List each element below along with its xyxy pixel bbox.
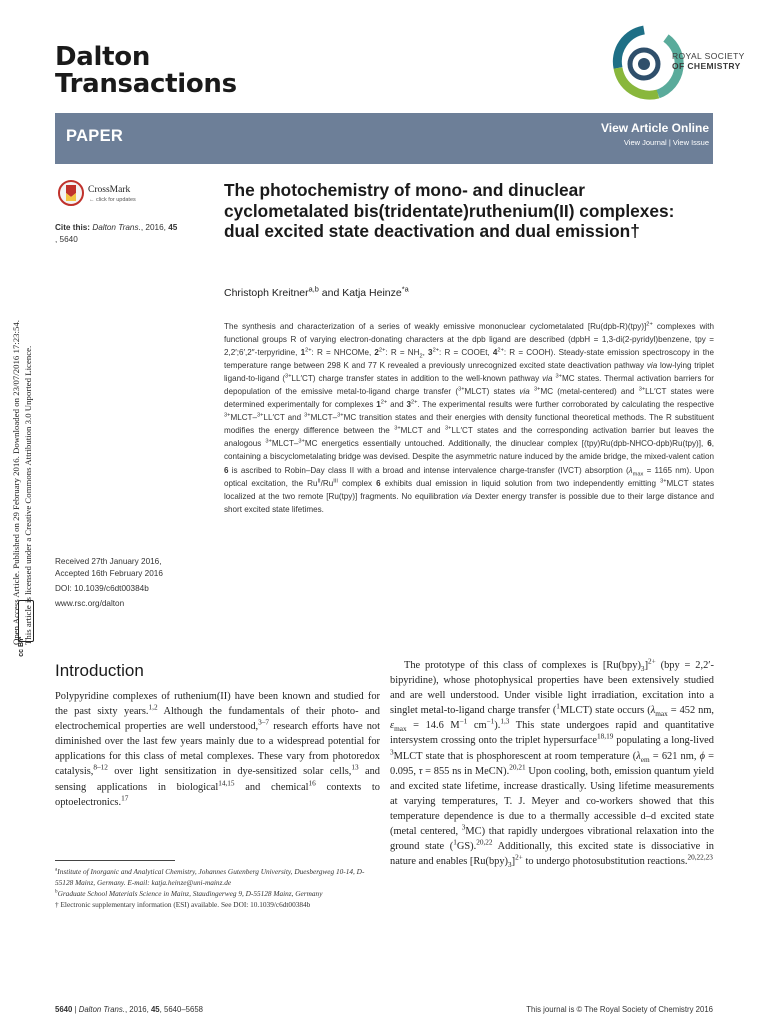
journal-url[interactable]: www.rsc.org/dalton	[55, 599, 125, 608]
license-line1[interactable]: Open Access Article. Published on 29 February 2016. Downloaded on 23/07/2016 17:23:54.	[11, 320, 21, 645]
footnote-b: $^b$Graduate School Materials Science in Mainz, Staudingerweg 9, D-55128 Mainz, Germany	[55, 888, 323, 898]
received-date: Received 27th January 2016,	[55, 557, 162, 566]
article-history	[55, 556, 215, 610]
license-sidebar	[5, 190, 33, 650]
view-issue-link[interactable]: View Issue	[672, 138, 709, 147]
abstract: The synthesis and characterization of a series of weakly emissive mononuclear cyclometalated $[Ru(dpb-R)(tpy)]^{2+}$ complexes with functional groups R of varying electron-donating characters at the dpb ligand are described (dpbH = 1,3-di(2-pyridyl)benzene, tpy = 2,2′;6′,2″-terpyridine, $1^{2+}$: R = NHCOMe, $2^{2+}$: $R = NH_2$, $3^{2+}$: R = COOEt, $4^{2+}$: R = COOH). Steady-state emission spectroscopy in the temperature range between 298 K and 77 K revealed a previously unrecognized excited state deactivation pathway via low-lying triplet ligand-to-ligand ($^{3+}$LL′CT) charge transfer states in addition to the well-known pathway via $^{3+}$MC states. Thermal activation barriers for depopulation of the emissive metal-to-ligand charge transfer ($^{3+}$MLCT) states via $^{3+}$MC (metal-centered) and $^{3+}$LL′CT states were determined experimentally for complexes $1^{2+}$ and $3^{2+}$. The experimental results were further corroborated by calculating the respective $^{3+}$MLCT–$^{3+}$LL′CT and $^{3+}$MLCT–$^{3+}$MC transition states and their energies with density functional theoretical methods. The R substituent modifies the energy difference between the $^{3+}$MLCT and $^{3+}$LL′CT states and the corresponding activation barrier but leaves the analogous $^{3+}$MLCT–$^{3+}$MC energetics essentially untouched. Additionally, the dinuclear complex [(tpy)Ru(dpb-NHCO-dpb)Ru(tpy)], 6, containing a biscyclometalating bridge was devised. Despite the asymmetric nature induced by the amide bridge, the mixed-valent cation 6 is ascribed to Robin–Day class II with a broad and intense intervalence charge-transfer (IVCT) absorption ($\lambda_{max} = 1165$ nm). Upon optical excitation, the $Ru^{II}/Ru^{III}$ complex 6 exhibits dual emission in liquid solution from two independently emitting $^{3+}$MLCT states localized at the two remote [Ru(tpy)] fragments. No equilibration via Dexter energy transfer is possible due to their large distance and short excited state lifetimes.	[224, 321, 715, 514]
author-2: and Katja Heinze	[318, 287, 402, 299]
license-text	[10, 320, 34, 645]
crossmark-icon[interactable]	[58, 180, 84, 208]
cite-pages: , 5640	[55, 234, 78, 244]
authors	[224, 284, 409, 299]
footnote-esi[interactable]: † Electronic supplementary information (ESI) available. See DOI: 10.1039/c6dt00384b	[55, 899, 311, 909]
section-label: PAPER	[66, 127, 124, 145]
banner-links	[624, 138, 709, 147]
rsc-wordmark	[672, 52, 745, 71]
article-title: The photochemistry of mono- and dinuclear cyclometalated bis(tridentate)ruthenium(II) complexes: dual excited state deactivation and dual emission†	[224, 180, 675, 242]
cite-volume: 45	[168, 223, 178, 232]
author-1: Christoph Kreitner	[224, 287, 309, 299]
body-column-right: The prototype of this class of complexes is $[Ru(bpy)_3]^{2+}$ (bpy = 2,2′-bipyridine), whose photophysical properties have been extensively studied and are well understood. Under visible light irradiation, excitation into a singlet metal-to-ligand charge transfer ($^1$MLCT) state occurs ($\lambda_{max} = 452$ nm, $\varepsilon_{max} = 14.6$ $M^{-1}$ $cm^{-1}).^{1,3}$ This state undergoes rapid and quantitative intersystem crossing onto the triplet hypersurface$^{18,19}$ populating a long-lived $^3$MLCT state that is phosphorescent at room temperature ($\lambda_{em} = 621$ nm, ϕ = 0.095, τ = 855 ns in MeCN).$^{20,21}$ Upon cooling, both, emission quantum yield and excited state lifetime, increase drastically. Using lifetime measurements at varying temperatures, T. J. Meyer and co-workers showed that this temperature dependence is due to a thermally accessible d–d excited state (metal centered, $^3$MC) that rapidly undergoes vibrational relaxation into the ground state ($^1$GS).$^{20,22}$ Additionally, this excited state is dissociative in nature and enables $[Ru(bpy)_3]^{2+}$ to undergo photosubstitution reactions.$^{20,22,23}$	[390, 657, 714, 870]
doi[interactable]: DOI: 10.1039/c6dt00384b	[55, 584, 149, 593]
author-1-affiliation: a,b	[308, 284, 319, 294]
page-number: 5640	[55, 1005, 73, 1014]
journal-title	[55, 44, 237, 98]
license-line2[interactable]: This article is licensed under a Creative Commons Attribution 3.0 Unported Licence.	[23, 345, 33, 645]
page-footer-left: 5640 | Dalton Trans., 2016, 45, 5640–5658	[55, 1005, 204, 1014]
journal-title-line2: Transactions	[55, 69, 237, 99]
cite-year: , 2016,	[140, 223, 169, 232]
footnote-divider	[55, 860, 175, 861]
body-column-left: Polypyridine complexes of ruthenium(II) have been known and studied for the past sixty years.$^{1,2}$ Although the fundamentals of their photo- and electrochemical properties are well understood,$^{3-7}$ research efforts have not diminished over the last few years mainly due to a widespread potential for applications for this class of metal complexes. These vary from photoredox catalysis,$^{8-12}$ over light sensitization in dye-sensitized solar cells,$^{13}$ and sensing applications in biological$^{14,15}$ and chemical$^{16}$ contexts to optoelectronics.$^{17}$	[55, 691, 381, 808]
crossmark-label[interactable]: CrossMark	[88, 185, 131, 195]
rsc-line1: ROYAL SOCIETY	[672, 51, 745, 61]
banner-separator: |	[668, 138, 671, 147]
author-2-affiliation: *a	[401, 284, 409, 294]
page-footer-right: This journal is © The Royal Society of Chemistry 2016	[526, 1005, 713, 1014]
cite-journal: Dalton Trans.	[92, 223, 141, 232]
cite-label: Cite this:	[55, 223, 91, 232]
journal-title-line1: Dalton	[55, 42, 151, 72]
cc-license-badge[interactable]	[18, 600, 34, 657]
citation	[55, 222, 205, 245]
view-article-online-link[interactable]: View Article Online	[600, 121, 709, 135]
footnote-a: $^a$Institute of Inorganic and Analytical Chemistry, Johannes Gutenberg University, Duesbergweg 10-14, D-55128 Mainz, Germany. E-mail: katja.heinze@uni-mainz.de	[55, 866, 365, 887]
view-journal-link[interactable]: View Journal	[623, 138, 667, 147]
accepted-date: Accepted 16th February 2016	[55, 569, 163, 578]
footnotes	[55, 867, 380, 911]
rsc-line2: OF CHEMISTRY	[672, 60, 741, 71]
cc-by-icon: cc BY	[18, 637, 25, 657]
crossmark-sub[interactable]: ← click for updates	[89, 197, 136, 203]
section-heading-introduction: Introduction	[55, 661, 144, 680]
